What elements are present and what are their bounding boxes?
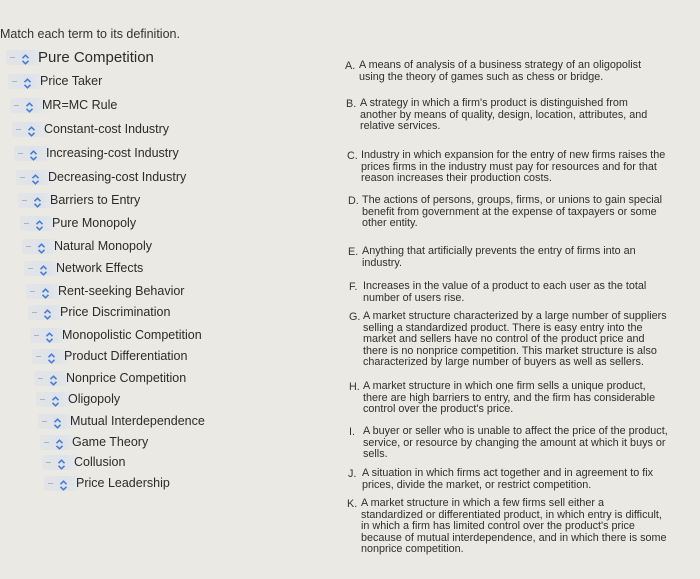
dash-icon: [48, 483, 53, 484]
term-label: Rent-seeking Behavior: [58, 284, 185, 298]
definition-line: prices, divide the market, or restrict competition.: [362, 478, 592, 491]
term-row: [12, 120, 169, 138]
term-label: Increasing-cost Industry: [46, 146, 179, 160]
dash-icon: [24, 223, 29, 224]
term-label: MR=MC Rule: [42, 98, 118, 112]
term-list: [0, 0, 330, 579]
definition-line: Increases in the value of a product to each user as the total: [363, 280, 647, 292]
term-label: Monopolistic Competition: [62, 328, 202, 342]
definition-item: [349, 426, 668, 461]
term-select[interactable]: [44, 476, 68, 491]
term-label: Price Discrimination: [60, 305, 171, 319]
select-arrows-icon: [25, 100, 34, 111]
term-row: [6, 48, 154, 66]
definition-text: [362, 195, 662, 230]
select-arrows-icon: [33, 195, 42, 206]
definition-item: [347, 498, 667, 556]
select-arrows-icon: [37, 241, 46, 252]
instruction-text: Match each term to its definition.: [0, 27, 180, 41]
definition-letter: I.: [349, 426, 355, 438]
term-row: [16, 168, 186, 186]
term-select[interactable]: [18, 193, 42, 208]
definition-line: service, or resource by changing the amount at which it buys or: [363, 436, 666, 449]
definition-item: [346, 98, 647, 133]
definition-line: reason increases their production costs.: [361, 172, 552, 185]
select-arrows-icon: [23, 76, 32, 87]
term-select[interactable]: [24, 261, 48, 276]
definition-text: [360, 98, 647, 133]
term-label: Price Leadership: [76, 476, 170, 490]
term-row: [28, 303, 170, 321]
term-select[interactable]: [30, 328, 54, 343]
definition-letter: A.: [345, 60, 356, 72]
term-row: [44, 474, 170, 492]
definition-item: [349, 311, 667, 369]
definition-line: A market structure in which a few firms sell either a: [361, 497, 605, 509]
definition-text: [363, 281, 646, 304]
term-label: Game Theory: [72, 435, 149, 449]
term-label: Collusion: [74, 455, 126, 469]
definition-line: in which a firm has limited control over the product's price: [361, 520, 635, 533]
definition-line: selling a standardized product. There is easy entry into the: [363, 321, 643, 334]
select-arrows-icon: [21, 52, 30, 63]
term-row: [18, 191, 140, 209]
select-arrows-icon: [43, 307, 52, 318]
term-row: [20, 214, 136, 232]
definition-line: there are high barriers to entry, and the firm has considerable: [363, 391, 656, 404]
definition-letter: D.: [348, 195, 359, 207]
term-row: [14, 144, 179, 162]
term-label: Decreasing-cost Industry: [48, 170, 187, 184]
definition-text: [363, 311, 667, 369]
term-label: Network Effects: [56, 261, 144, 275]
term-select[interactable]: [14, 146, 38, 161]
select-arrows-icon: [47, 351, 56, 362]
select-arrows-icon: [45, 330, 54, 341]
dash-icon: [10, 57, 15, 58]
dash-icon: [30, 291, 35, 292]
definition-text: [359, 60, 641, 83]
definition-text: [362, 246, 636, 269]
definition-line: another by means of quality, design, location, attributes, and: [360, 108, 648, 121]
definition-line: benefit from government at the expense of taxpayers or some: [362, 205, 657, 218]
definition-item: [348, 246, 636, 269]
definition-line: A situation in which firms act together and in agreement to fix: [362, 467, 654, 479]
definition-line: A buyer or seller who is unable to affect the price of the product,: [363, 425, 668, 437]
dash-icon: [20, 177, 25, 178]
definition-line: industry.: [362, 256, 403, 269]
definition-item: [345, 60, 641, 83]
term-label: Oligopoly: [68, 392, 121, 406]
definition-line: A market structure in which one firm sells a unique product,: [363, 380, 646, 392]
select-arrows-icon: [51, 394, 60, 405]
term-label: Nonprice Competition: [66, 371, 187, 385]
term-label: Product Differentiation: [64, 349, 188, 363]
definition-letter: B.: [346, 98, 357, 110]
definition-letter: E.: [348, 246, 359, 258]
dash-icon: [28, 268, 33, 269]
select-arrows-icon: [29, 148, 38, 159]
definition-item: [348, 195, 662, 230]
term-select[interactable]: [42, 455, 66, 470]
select-arrows-icon: [59, 478, 68, 489]
dash-icon: [32, 312, 37, 313]
term-select[interactable]: [6, 50, 30, 65]
definition-letter: H.: [349, 381, 360, 393]
term-select[interactable]: [10, 98, 34, 113]
term-select[interactable]: [32, 349, 56, 364]
select-arrows-icon: [57, 457, 66, 468]
definition-item: [348, 468, 653, 491]
definition-line: there is no nonprice competition. This market structure is also: [363, 344, 657, 357]
select-arrows-icon: [49, 373, 58, 384]
definition-line: Anything that artificially prevents the entry of firms into an: [362, 245, 636, 257]
definition-line: using the theory of games such as chess or bridge.: [359, 70, 604, 83]
term-select[interactable]: [26, 284, 50, 299]
definition-line: control over the product's price.: [363, 403, 514, 416]
definition-item: [347, 150, 665, 185]
dash-icon: [36, 356, 41, 357]
definition-letter: J.: [348, 468, 357, 480]
definition-line: standardized or differentiated product, in which entry is difficult,: [361, 508, 662, 521]
definition-line: The actions of persons, groups, firms, or unions to gain special: [362, 194, 663, 206]
definition-letter: G.: [349, 311, 361, 323]
term-select[interactable]: [28, 305, 52, 320]
dash-icon: [42, 421, 47, 422]
term-select[interactable]: [20, 216, 44, 231]
term-row: [38, 412, 205, 430]
dash-icon: [18, 153, 23, 154]
term-select[interactable]: [16, 170, 40, 185]
term-row: [10, 96, 117, 114]
term-select[interactable]: [36, 392, 60, 407]
dash-icon: [16, 129, 21, 130]
dash-icon: [46, 462, 51, 463]
select-arrows-icon: [31, 172, 40, 183]
definition-item: [349, 281, 646, 304]
definition-text: [361, 498, 667, 556]
term-row: [40, 433, 148, 451]
definition-line: characterized by large number of buyers as well as sellers.: [363, 356, 644, 369]
definition-line: A market structure characterized by a large number of suppliers: [363, 310, 667, 322]
dash-icon: [14, 105, 19, 106]
term-select[interactable]: [34, 371, 58, 386]
definition-letter: K.: [347, 498, 358, 510]
dash-icon: [26, 246, 31, 247]
definition-line: sells.: [363, 448, 388, 461]
term-label: Pure Monopoly: [52, 216, 137, 230]
dash-icon: [12, 81, 17, 82]
definition-text: [363, 426, 668, 461]
definition-line: nonprice competition.: [361, 543, 464, 556]
term-select[interactable]: [22, 239, 46, 254]
dash-icon: [40, 399, 45, 400]
term-select[interactable]: [38, 414, 62, 429]
definition-line: market and sellers have no control of the product price and: [363, 333, 645, 346]
select-arrows-icon: [55, 437, 64, 448]
term-label: Natural Monopoly: [54, 239, 152, 253]
term-select[interactable]: [40, 435, 64, 450]
term-row: [34, 369, 186, 387]
definition-line: Industry in which expansion for the entry of new firms raises the: [361, 149, 666, 161]
term-row: [22, 237, 152, 255]
definition-line: number of users rise.: [363, 291, 465, 304]
dash-icon: [22, 200, 27, 201]
select-arrows-icon: [35, 218, 44, 229]
definition-line: because of mutual interdependence, and in which there is some: [361, 531, 667, 544]
definition-letter: F.: [349, 281, 358, 293]
term-row: [24, 259, 143, 277]
select-arrows-icon: [39, 263, 48, 274]
definition-text: [363, 381, 655, 416]
term-label: Constant-cost Industry: [44, 122, 170, 136]
definition-line: other entity.: [362, 217, 418, 230]
definition-line: relative services.: [360, 120, 441, 133]
term-row: [8, 72, 102, 90]
definition-text: [361, 150, 665, 185]
definition-letter: C.: [347, 150, 358, 162]
term-label: Pure Competition: [38, 48, 154, 66]
definition-item: [349, 381, 655, 416]
dash-icon: [38, 378, 43, 379]
select-arrows-icon: [53, 416, 62, 427]
term-label: Price Taker: [40, 74, 103, 88]
term-row: [36, 390, 120, 408]
term-select[interactable]: [8, 74, 32, 89]
dash-icon: [34, 335, 39, 336]
definition-line: prices firms in the industry must pay for resources and for that: [361, 160, 657, 173]
term-row: [30, 326, 202, 344]
term-row: [32, 347, 187, 365]
term-row: [42, 453, 125, 471]
definition-line: A means of analysis of a business strategy of an oligopolist: [359, 59, 642, 71]
definition-text: [362, 468, 653, 491]
dash-icon: [44, 442, 49, 443]
term-label: Barriers to Entry: [50, 193, 141, 207]
select-arrows-icon: [41, 286, 50, 297]
select-arrows-icon: [27, 124, 36, 135]
term-label: Mutual Interdependence: [70, 414, 205, 428]
term-select[interactable]: [12, 122, 36, 137]
term-row: [26, 282, 184, 300]
definition-line: A strategy in which a firm's product is distinguished from: [360, 97, 628, 109]
